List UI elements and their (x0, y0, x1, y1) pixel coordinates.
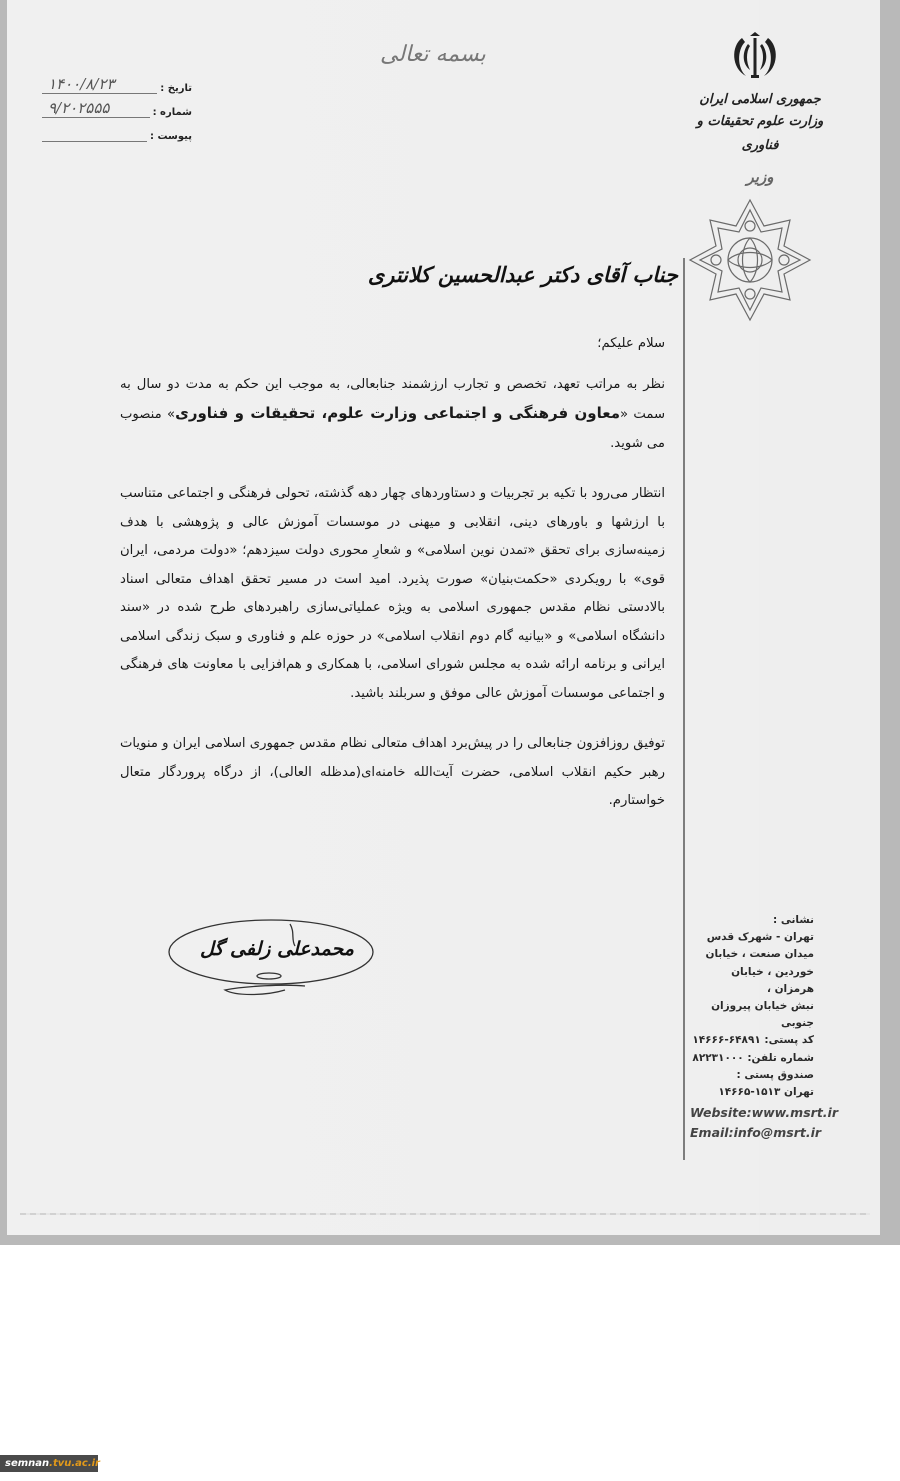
date-row (42, 70, 192, 94)
vertical-divider (683, 258, 685, 1160)
number-label: شماره : (152, 107, 192, 118)
paragraph-expectations: انتظار می‌رود با تکیه بر تجربیات و دستاوردهای چهار دهه گذشته، تحولی فرهنگی و اجتماعی متناسب با ارزشها و باورهای دینی، انقلابی و میهنی در موسسات آموزش عالی و پژوهشی با هدف زمینه‌سازی برای تحقق «تمدن نوین اسلامی» و شعارِ محوری دولت سیزدهم؛ «دولت مردمی، ایران قوی» با رویکردی «حکمت‌بنیان» صورت پذیرد. امید است در مسیر تحقق اهداف متعالی اسناد بالادستی نظام مقدس جمهوری اسلامی به ویژه عملیاتی‌سازی راهبردهای طرح شده در «سند دانشگاه اسلامی» و «بیانیه گام دوم انقلاب اسلامی» در حوزه علم و فناوری و سبک زندگی اسلامی ایرانی و برنامه ارائه شده به مجلس شورای اسلامی، با همکاری و هم‌افزایی با معاونت های فرهنگی و اجتماعی موسسات آموزش عالی موفق و سربلند باشید. (120, 486, 665, 701)
paragraph-closing: توفیق روزافزون جنابعالی را در پیش‌برد اهداف متعالی نظام مقدس جمهوری اسلامی ایران و منویات رهبر حکیم انقلاب اسلامی، حضرت آیت‌الله خامنه‌ای(مدظله العالی)، از درگاه پروردگار متعال خواستارم. (120, 736, 665, 808)
attachment-row (42, 118, 192, 142)
watermark-part1: semnan (5, 1458, 50, 1469)
date-value: ۱۴۰۰/۸/۲۳ (42, 75, 157, 94)
greeting: سلام علیکم؛ (597, 336, 665, 351)
date-label: تاریخ : (160, 83, 192, 94)
phone-number: شماره تلفن: ۸۲۲۳۱۰۰۰ (692, 1051, 814, 1064)
attachment-label: پیوست : (149, 131, 192, 142)
letter-body (120, 330, 665, 838)
ministry-name: وزارت علوم تحقیقات و فناوری (696, 114, 824, 153)
position-title: معاون فرهنگی و اجتماعی وزارت علوم، تحقیقات و فناوری (175, 404, 621, 422)
po-box: تهران ۱۵۱۳-۱۴۶۶۵ (718, 1086, 814, 1099)
signature-name: محمدعلی زلفی گل (200, 938, 354, 960)
watermark-part2: .tvu.ac.ir (49, 1458, 100, 1469)
addressee-heading: جناب آقای دکتر عبدالحسین کلانتری (367, 262, 678, 287)
ministry-address (690, 912, 838, 1143)
postal-code: کد پستی: ۶۴۸۹۱-۱۴۶۶۶ (692, 1034, 814, 1047)
ministry-header (680, 90, 840, 192)
address-line: نبش خیابان پیروزان جنوبی (711, 1000, 814, 1030)
website-link[interactable]: Website:www.msrt.ir (690, 1105, 838, 1121)
address-label: نشانی : (773, 914, 814, 926)
bismillah-heading: بسمه تعالی (380, 42, 486, 67)
scan-artifact-strip (20, 1213, 870, 1215)
country-name: جمهوری اسلامی ایران (699, 92, 821, 107)
paragraph-appointment (120, 371, 665, 459)
iran-emblem-icon (728, 30, 782, 84)
letter-meta (42, 70, 192, 142)
attachment-value (42, 123, 147, 142)
address-line: تهران - شهرک قدس (706, 931, 814, 944)
site-watermark[interactable] (0, 1455, 98, 1472)
paragraph-appointment-intro: نظر به مراتب تعهد، تخصص و تجارب ارزشمند جنابعالی، به موجب این حکم به مدت دو سال به سمت « (120, 376, 666, 422)
number-row (42, 94, 192, 118)
address-line: خوردین ، خیابان هرمزان ، (731, 965, 814, 995)
number-value: ۹/۲۰۲۵۵۵ (42, 99, 150, 118)
address-line: میدان صنعت ، خیابان (705, 948, 814, 961)
paragraph-appointment-end: » منصوب می شوید. (120, 407, 665, 451)
office-title: وزیر (746, 168, 774, 186)
email-link[interactable]: Email:info@msrt.ir (690, 1125, 822, 1141)
po-box-label: صندوق پستی : (736, 1068, 814, 1081)
islamic-ornament-icon (686, 196, 814, 324)
